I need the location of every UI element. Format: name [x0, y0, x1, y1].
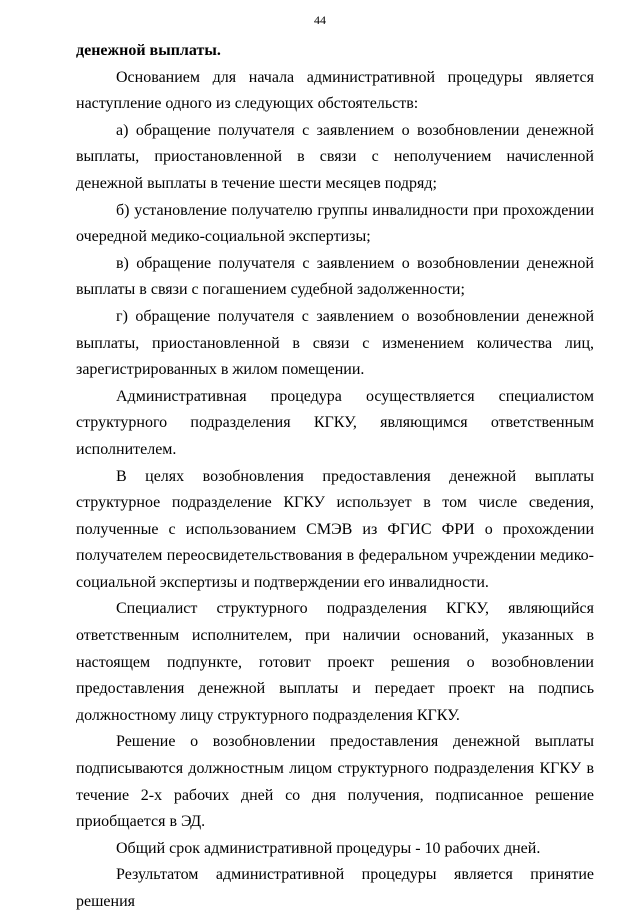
paragraph-grounds: Основанием для начала административной процедуры является наступление одного из следующих обстоятельств:: [76, 68, 594, 113]
paragraph-item-v: в) обращение получателя с заявлением о возобновлении денежной выплаты в связи с погашением судебной задолженности;: [76, 254, 594, 299]
page-number: 44: [314, 13, 326, 27]
paragraph-heading-continuation: денежной выплаты.: [76, 42, 221, 59]
paragraph-result: Результатом административной процедуры является принятие решения: [76, 866, 594, 910]
paragraph-resumption-info: В целях возобновления предоставления денежной выплаты структурное подразделение КГКУ использует в том числе сведения, полученные с использованием СМЭВ из ФГИС ФРИ о прохождении получателем переосвидетельствования в федеральном учреждении медико-социальной экспертизы и подтверждении его инвалидности.: [76, 467, 594, 591]
paragraph-item-a: а) обращение получателя с заявлением о возобновлении денежной выплаты, приостановленной в связи с неполучением начисленной денежной выплаты в течение шести месяцев подряд;: [76, 121, 594, 192]
paragraph-procedure-executor: Административная процедура осуществляется специалистом структурного подразделения КГКУ, являющимся ответственным исполнителем.: [76, 387, 594, 458]
paragraph-decision-signed: Решение о возобновлении предоставления денежной выплаты подписываются должностным лицом структурного подразделения КГКУ в течение 2-х рабочих дней со дня получения, подписанное решение приобщается в ЭД.: [76, 733, 594, 831]
paragraph-item-b: б) установление получателю группы инвалидности при прохождении очередной медико-социальной экспертизы;: [76, 201, 594, 246]
document-body: [76, 38, 594, 916]
paragraph-specialist-prepares: Специалист структурного подразделения КГКУ, являющийся ответственным исполнителем, при наличии оснований, указанных в настоящем подпункте, готовит проект решения о возобновлении предоставления денежной выплаты и передает проект на подпись должностному лицу структурного подразделения КГКУ.: [76, 600, 594, 724]
paragraph-total-term: Общий срок административной процедуры - 10 рабочих дней.: [116, 839, 541, 857]
paragraph-item-g: г) обращение получателя с заявлением о возобновлении денежной выплаты, приостановленной в связи с изменением количества лиц, зарегистрированных в жилом помещении.: [76, 307, 594, 379]
